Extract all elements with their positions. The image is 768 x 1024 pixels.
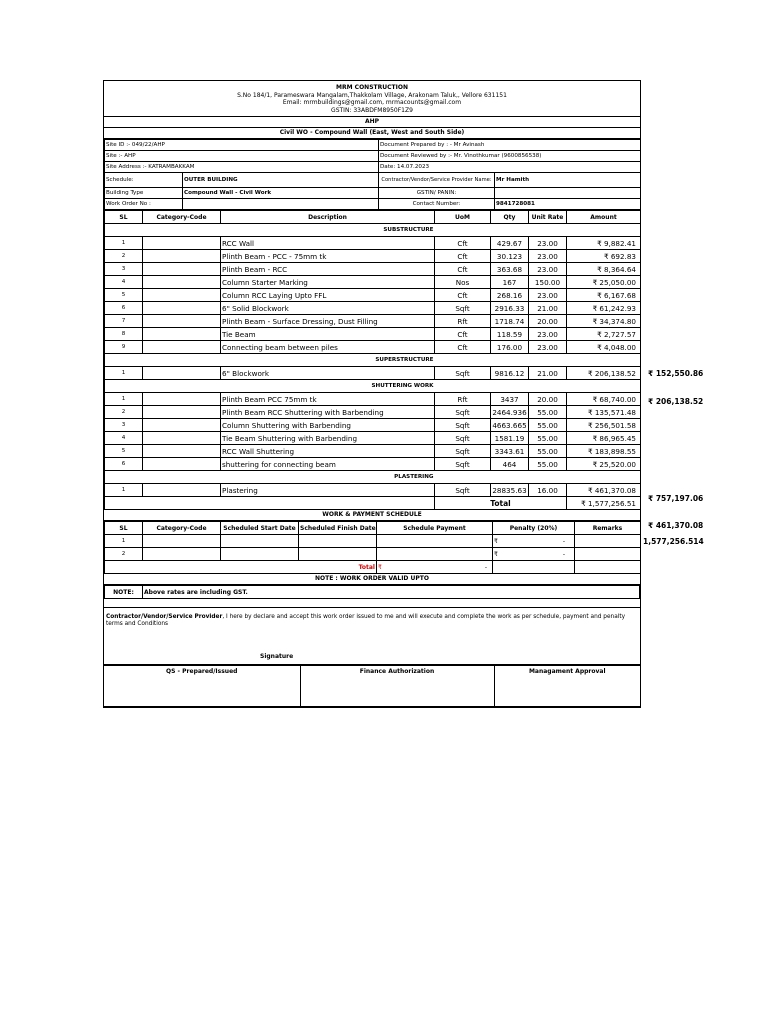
gstin-value (495, 188, 641, 199)
row-amount: ₹ 68,740.00 (567, 393, 641, 406)
company-gstin: GSTIN: 33ABDFM8950F1Z9 (331, 106, 413, 114)
row-qty: 30.123 (491, 250, 529, 263)
contact-value: 9841728081 (495, 199, 641, 210)
boq-row (105, 367, 641, 380)
section-row (105, 471, 641, 484)
note-label: NOTE: (105, 586, 143, 599)
row-rate: 23.00 (529, 263, 567, 276)
row-uom: Cft (435, 328, 491, 341)
row-rate: 16.00 (529, 484, 567, 497)
section-row (105, 380, 641, 393)
side-total-grand: 1,577,256.514 (643, 537, 704, 546)
vendor-value: Mr Hamith (495, 173, 641, 188)
schedule-row (105, 535, 641, 548)
row-sl: 4 (105, 276, 143, 289)
row-qty: 28835.63 (492, 485, 527, 495)
row-uom: Sqft (435, 367, 491, 380)
penalty-value: - (562, 537, 565, 545)
boq-row (105, 445, 641, 458)
company-email: Email: mrmbuildings@gmail.com, mrmacounts@gmail.com (282, 99, 462, 106)
row-amount: ₹ 135,571.48 (567, 406, 641, 419)
row-sl: 1 (105, 393, 143, 406)
work-order-sheet (103, 80, 641, 708)
col-uom: UoM (435, 211, 491, 224)
row-qty: 363.68 (491, 263, 529, 276)
row-rate: 55.00 (529, 406, 567, 419)
section-title: SUPERSTRUCTURE (105, 354, 435, 367)
row-uom: Cft (435, 250, 491, 263)
sched-col-finish: Scheduled Finish Date (299, 522, 377, 535)
row-uom: Cft (435, 237, 491, 250)
row-rate: 20.00 (529, 315, 567, 328)
row-qty: 3437 (491, 393, 529, 406)
row-description: Column Shuttering with Barbending (221, 419, 435, 432)
boq-row (105, 406, 641, 419)
row-amount: ₹ 8,364.64 (567, 263, 641, 276)
row-sl: 5 (105, 289, 143, 302)
row-amount: ₹ 9,882.41 (567, 237, 641, 250)
row-uom: Sqft (435, 445, 491, 458)
row-category (143, 406, 221, 419)
row-description: Plinth Beam - PCC - 75mm tk (221, 250, 435, 263)
schedule-total-value: - (484, 563, 487, 571)
row-uom: Sqft (435, 458, 491, 471)
row-sl: 7 (105, 315, 143, 328)
penalty-currency: ₹ (494, 550, 498, 558)
row-category (143, 419, 221, 432)
row-sl: 2 (105, 406, 143, 419)
row-qty: 2916.33 (491, 302, 529, 315)
section-title: SHUTTERING WORK (105, 380, 435, 393)
work-order-label: Work Order No : (105, 199, 183, 210)
row-qty: 429.67 (491, 237, 529, 250)
row-category (143, 432, 221, 445)
boq-table (104, 210, 641, 510)
schedule-label: Schedule: (105, 173, 183, 188)
row-category (143, 328, 221, 341)
section-title: PLASTERING (105, 471, 435, 484)
boq-row (105, 484, 641, 497)
row-category (143, 289, 221, 302)
row-amount: ₹ 692.83 (567, 250, 641, 263)
note-table (104, 585, 640, 599)
row-qty: 464 (491, 458, 529, 471)
qs-prepared: QS - Prepared/Issued (104, 666, 300, 707)
company-address: S.No 184/1, Parameswara Mangalam,Thakkolam Village, Arakonam Taluk,, Vellore 631151 (237, 91, 507, 99)
row-sl: 2 (105, 250, 143, 263)
row-uom: Sqft (435, 419, 491, 432)
schedule-header-row (105, 522, 641, 535)
side-total-plastering: ₹ 461,370.08 (648, 521, 704, 530)
row-amount: ₹ 4,048.00 (567, 341, 641, 354)
row-description: RCC Wall Shuttering (221, 445, 435, 458)
row-category (143, 341, 221, 354)
boq-row (105, 432, 641, 445)
boq-row (105, 263, 641, 276)
row-uom: Sqft (435, 406, 491, 419)
row-amount: ₹ 34,374.80 (567, 315, 641, 328)
building-type-value: Compound Wall - Civil Work (183, 188, 379, 199)
row-amount: ₹ 61,242.93 (567, 302, 641, 315)
boq-row (105, 419, 641, 432)
signature-label: Signature (260, 653, 294, 660)
row-qty: 167 (491, 276, 529, 289)
boq-row (105, 289, 641, 302)
col-description: Description (221, 211, 435, 224)
schedule-row (105, 548, 641, 561)
row-rate: 55.00 (529, 432, 567, 445)
row-sl: 1 (105, 237, 143, 250)
validity-note: NOTE : WORK ORDER VALID UPTO (104, 574, 640, 585)
sched-col-start: Scheduled Start Date (221, 522, 299, 535)
sched-col-category: Category-Code (143, 522, 221, 535)
prepared-by: Document Prepared by : - Mr Avinash (379, 140, 641, 151)
row-rate: 21.00 (529, 302, 567, 315)
row-sl: 1 (105, 484, 143, 497)
boq-row (105, 315, 641, 328)
row-qty: 1718.74 (491, 315, 529, 328)
side-total-substructure: ₹ 152,550.86 (648, 369, 704, 378)
row-rate: 23.00 (529, 237, 567, 250)
boq-row (105, 458, 641, 471)
grand-total-label: Total (435, 497, 567, 510)
finance-authorization: Finance Authorization (300, 666, 494, 707)
row-qty: 4663.665 (492, 420, 527, 430)
row-amount: ₹ 25,050.00 (567, 276, 641, 289)
row-category (143, 393, 221, 406)
row-amount: ₹ 461,370.08 (567, 484, 641, 497)
row-description: Plinth Beam PCC 75mm tk (221, 393, 435, 406)
row-category (143, 276, 221, 289)
row-category (143, 458, 221, 471)
reviewed-by: Document Reviewed by :- Mr. Vinothkumar (9600856538) (379, 151, 641, 162)
row-rate: 23.00 (529, 341, 567, 354)
management-approval: Managament Approval (494, 666, 640, 707)
row-rate: 23.00 (529, 328, 567, 341)
section-title: SUBSTRUCTURE (105, 224, 435, 237)
row-qty: 118.59 (491, 328, 529, 341)
sched-col-penalty: Penalty (20%) (493, 522, 575, 535)
col-category: Category-Code (143, 211, 221, 224)
company-header (104, 81, 640, 117)
boq-header-row (105, 211, 641, 224)
declaration-text: , I here by declare and accept this work order issued to me and will execute and complete the work as per schedule, payment and penalty terms and Conditions (106, 614, 626, 627)
sched-sl: 1 (105, 535, 143, 548)
gstin-label: GSTIN/ PANIN: (379, 188, 495, 199)
row-category (143, 367, 221, 380)
row-sl: 3 (105, 263, 143, 276)
grand-total-row (105, 497, 641, 510)
schedule-table (104, 521, 641, 574)
sched-col-payment: Schedule Payment (377, 522, 493, 535)
row-description: Tie Beam (221, 328, 435, 341)
row-category (143, 302, 221, 315)
sched-sl: 2 (105, 548, 143, 561)
row-sl: 9 (105, 341, 143, 354)
row-description: shuttering for connecting beam (221, 458, 435, 471)
row-qty: 2464.936 (492, 407, 527, 417)
col-amount: Amount (567, 211, 641, 224)
row-amount: ₹ 183,898.55 (567, 445, 641, 458)
row-category (143, 445, 221, 458)
row-sl: 6 (105, 302, 143, 315)
row-category (143, 263, 221, 276)
note-text: Above rates are including GST. (143, 586, 640, 599)
row-rate: 23.00 (529, 250, 567, 263)
row-description: Tie Beam Shuttering with Barbending (221, 432, 435, 445)
row-description: Column RCC Laying Upto FFL (221, 289, 435, 302)
row-sl: 5 (105, 445, 143, 458)
row-amount: ₹ 206,138.52 (567, 367, 641, 380)
row-category (143, 237, 221, 250)
row-uom: Rft (435, 393, 491, 406)
section-row (105, 354, 641, 367)
row-description: Plinth Beam RCC Shuttering with Barbending (221, 406, 435, 419)
row-uom: Sqft (435, 432, 491, 445)
row-rate: 21.00 (529, 367, 567, 380)
row-description: Plinth Beam - Surface Dressing, Dust Filling (221, 315, 435, 328)
row-amount: ₹ 256,501.58 (567, 419, 641, 432)
row-description: 6" Solid Blockwork (221, 302, 435, 315)
project-name: AHP (104, 117, 640, 128)
row-sl: 3 (105, 419, 143, 432)
spacer (104, 599, 640, 608)
row-rate: 20.00 (529, 393, 567, 406)
schedule-total-currency: ₹ (378, 563, 382, 571)
sched-col-remarks: Remarks (575, 522, 641, 535)
row-rate: 55.00 (529, 419, 567, 432)
col-qty: Qty (491, 211, 529, 224)
col-sl: SL (105, 211, 143, 224)
row-description: Column Starter Marking (221, 276, 435, 289)
row-description: Plastering (221, 484, 435, 497)
row-uom: Cft (435, 289, 491, 302)
grand-total-value: ₹ 1,577,256.51 (567, 497, 641, 510)
row-uom: Cft (435, 263, 491, 276)
row-amount: ₹ 86,965.45 (567, 432, 641, 445)
row-uom: Cft (435, 341, 491, 354)
schedule-value: OUTER BUILDING (183, 173, 379, 188)
work-order-value (183, 199, 379, 210)
boq-row (105, 393, 641, 406)
sched-col-sl: SL (105, 522, 143, 535)
row-qty: 176.00 (491, 341, 529, 354)
row-qty: 3343.61 (491, 445, 529, 458)
row-qty: 1581.19 (491, 432, 529, 445)
row-description: Plinth Beam - RCC (221, 263, 435, 276)
row-category (143, 315, 221, 328)
row-uom: Rft (435, 315, 491, 328)
row-sl: 6 (105, 458, 143, 471)
row-rate: 23.00 (529, 289, 567, 302)
schedule-title: WORK & PAYMENT SCHEDULE (104, 510, 640, 521)
declaration (104, 608, 640, 665)
site: Site :- AHP (105, 151, 379, 162)
side-total-superstructure: ₹ 206,138.52 (648, 397, 704, 406)
boq-row (105, 341, 641, 354)
contact-label: Contact Number: (379, 199, 495, 210)
row-category (143, 484, 221, 497)
site-id: Site ID :- 049/22/AHP (105, 140, 379, 151)
row-rate: 150.00 (529, 276, 567, 289)
row-description: 6" Blockwork (221, 367, 435, 380)
row-description: RCC Wall (221, 237, 435, 250)
company-name: MRM CONSTRUCTION (336, 84, 408, 91)
row-amount: ₹ 2,727.57 (567, 328, 641, 341)
site-address: Site Address :- KATRAMBAKKAM (105, 162, 379, 173)
approval-table (104, 665, 640, 707)
row-amount: ₹ 25,520.00 (567, 458, 641, 471)
row-qty: 9816.12 (491, 367, 529, 380)
row-uom: Sqft (435, 484, 491, 497)
row-sl: 8 (105, 328, 143, 341)
row-rate: 55.00 (529, 445, 567, 458)
boq-row (105, 302, 641, 315)
boq-row (105, 276, 641, 289)
side-total-shuttering: ₹ 757,197.06 (648, 494, 704, 503)
row-qty: 268.16 (491, 289, 529, 302)
penalty-currency: ₹ (494, 537, 498, 545)
row-rate: 55.00 (529, 458, 567, 471)
info-table (104, 139, 641, 210)
row-sl: 4 (105, 432, 143, 445)
schedule-total-label: Total (105, 561, 377, 574)
building-type-label: Building Type (105, 188, 183, 199)
row-sl: 1 (105, 367, 143, 380)
boq-row (105, 328, 641, 341)
boq-row (105, 250, 641, 263)
section-row (105, 224, 641, 237)
schedule-total-row (105, 561, 641, 574)
row-description: Connecting beam between piles (221, 341, 435, 354)
penalty-value: - (562, 550, 565, 558)
col-rate: Unit Rate (529, 211, 567, 224)
declaration-bold: Contractor/Vendor/Service Provider (106, 614, 223, 620)
work-title: Civil WO - Compound Wall (East, West and South Side) (104, 128, 640, 139)
boq-row (105, 237, 641, 250)
vendor-label: Contractor/Vendor/Service Provider Name: (379, 173, 495, 188)
row-uom: Nos (435, 276, 491, 289)
row-category (143, 250, 221, 263)
document-date: Date: 14.07.2023 (379, 162, 641, 173)
row-amount: ₹ 6,167.68 (567, 289, 641, 302)
row-uom: Sqft (435, 302, 491, 315)
